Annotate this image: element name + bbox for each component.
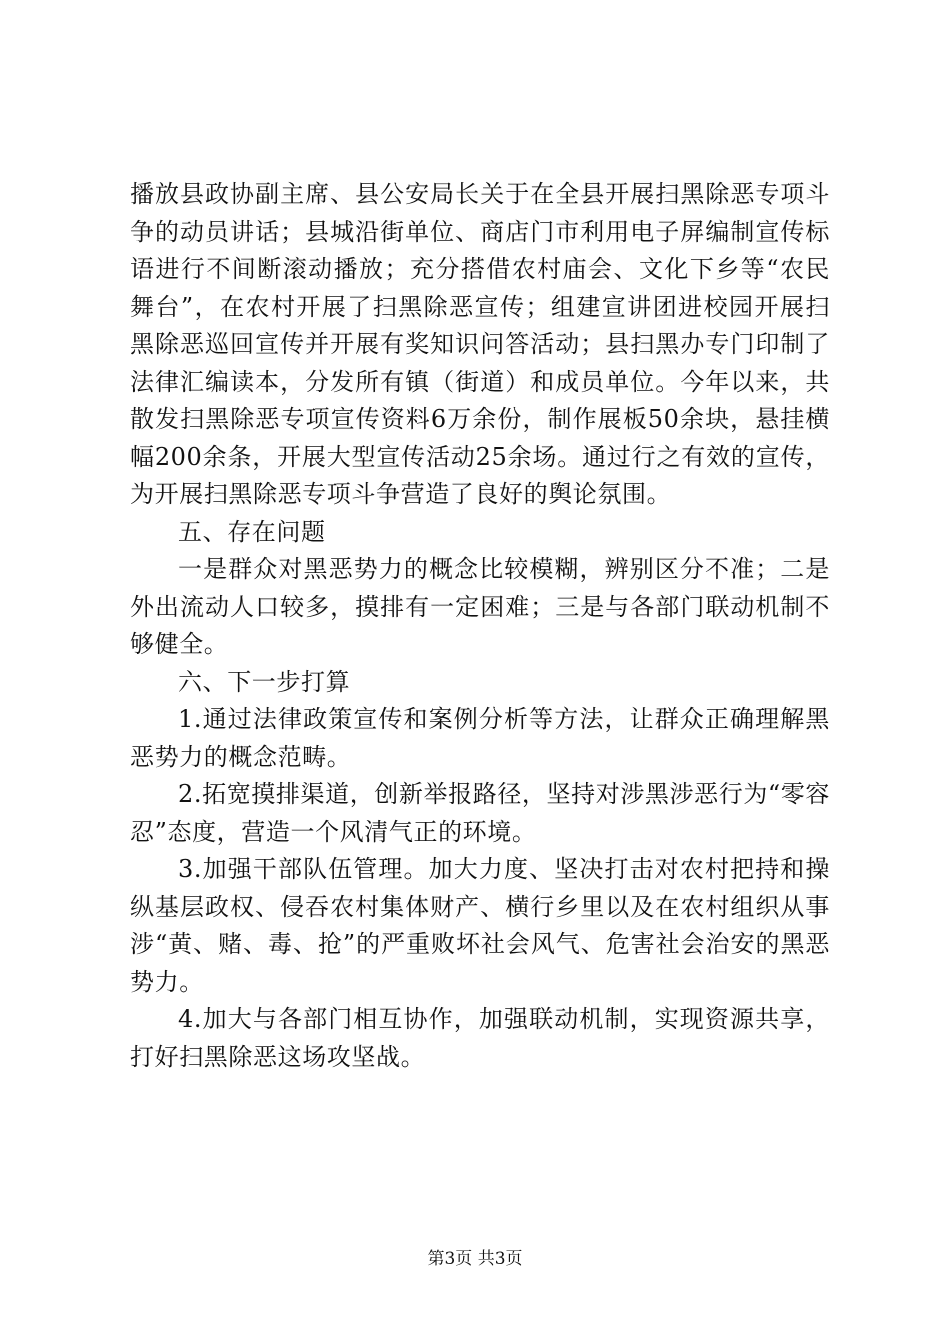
page-number-footer: 第3页 共3页 — [427, 1249, 523, 1269]
paragraph-next-step-4: 4.加大与各部门相互协作，加强联动机制，实现资源共享，打好扫黑除恶这场攻坚战。 — [130, 1005, 830, 1071]
document-body — [130, 176, 830, 1076]
paragraph-publicity-summary: 播放县政协副主席、县公安局长关于在全县开展扫黑除恶专项斗争的动员讲话；县城沿街单位、商店门市利用电子屏编制宣传标语进行不间断滚动播放；充分搭借农村庙会、文化下乡等“农民舞台”，在农村开展了扫黑除恶宣传；组建宣讲团进校园开展扫黑除恶巡回宣传并开展有奖知识问答活动；县扫黑办专门印制了法律汇编读本，分发所有镇（街道）和成员单位。今年以来，共散发扫黑除恶专项宣传资料6万余份，制作展板50余块，悬挂横幅200余条，开展大型宣传活动25余场。通过行之有效的宣传，为开展扫黑除恶专项斗争营造了良好的舆论氛围。 — [130, 180, 830, 508]
paragraph-problems: 一是群众对黑恶势力的概念比较模糊，辨别区分不准；二是外出流动人口较多，摸排有一定困难；三是与各部门联动机制不够健全。 — [130, 555, 830, 658]
section-heading-next-steps: 六、下一步打算 — [178, 667, 351, 696]
paragraph-next-step-3: 3.加强干部队伍管理。加大力度、坚决打击对农村把持和操纵基层政权、侵吞农村集体财产、横行乡里以及在农村组织从事涉“黄、赌、毒、抢”的严重败坏社会风气、危害社会治安的黑恶势力。 — [130, 855, 830, 996]
paragraph-next-step-1: 1.通过法律政策宣传和案例分析等方法，让群众正确理解黑恶势力的概念范畴。 — [130, 705, 830, 771]
section-heading-problems: 五、存在问题 — [178, 517, 326, 546]
paragraph-next-step-2: 2.拓宽摸排渠道，创新举报路径，坚持对涉黑涉恶行为“零容忍”态度，营造一个风清气正的环境。 — [130, 780, 830, 846]
